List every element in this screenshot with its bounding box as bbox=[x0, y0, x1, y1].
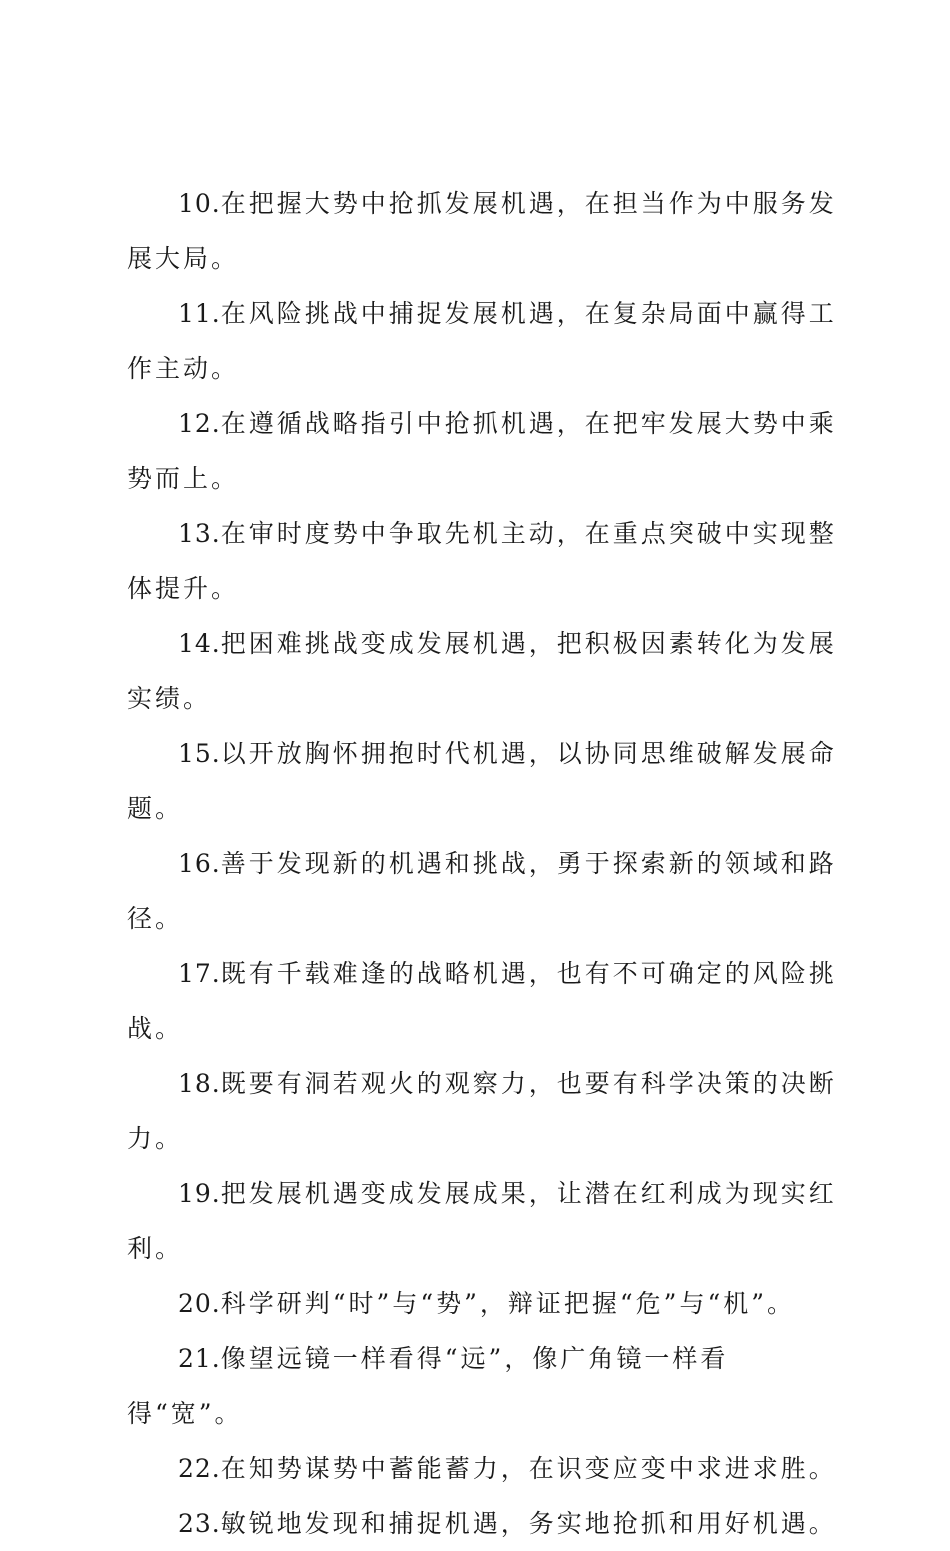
item-number: 21. bbox=[178, 1344, 221, 1373]
list-item bbox=[127, 1166, 839, 1276]
list-item bbox=[127, 1331, 839, 1441]
item-number: 16. bbox=[178, 849, 221, 878]
item-number: 15. bbox=[178, 739, 221, 768]
item-text: 把困难挑战变成发展机遇，把积极因素转化为发展实绩。 bbox=[127, 629, 837, 713]
item-text: 既要有洞若观火的观察力，也要有科学决策的决断力。 bbox=[127, 1069, 837, 1153]
item-text: 在审时度势中争取先机主动，在重点突破中实现整体提升。 bbox=[127, 519, 837, 603]
item-text: 在风险挑战中捕捉发展机遇，在复杂局面中赢得工作主动。 bbox=[127, 299, 837, 383]
item-text: 像望远镜一样看得“远”，像广角镜一样看得“宽”。 bbox=[127, 1344, 729, 1428]
list-item bbox=[127, 836, 839, 946]
item-number: 12. bbox=[178, 409, 221, 438]
item-number: 18. bbox=[178, 1069, 221, 1098]
item-text: 把发展机遇变成发展成果，让潜在红利成为现实红利。 bbox=[127, 1179, 837, 1263]
item-text: 在知势谋势中蓄能蓄力，在识变应变中求进求胜。 bbox=[220, 1454, 837, 1483]
item-text: 在遵循战略指引中抢抓机遇，在把牢发展大势中乘势而上。 bbox=[127, 409, 837, 493]
list-item bbox=[127, 176, 839, 286]
list-item bbox=[127, 506, 839, 616]
list-item bbox=[127, 286, 839, 396]
item-text: 以开放胸怀拥抱时代机遇，以协同思维破解发展命题。 bbox=[127, 739, 837, 823]
item-number: 13. bbox=[178, 519, 221, 548]
list-item bbox=[127, 1276, 839, 1331]
item-text: 既有千载难逢的战略机遇，也有不可确定的风险挑战。 bbox=[127, 959, 837, 1043]
list-item bbox=[127, 616, 839, 726]
item-text: 在把握大势中抢抓发展机遇，在担当作为中服务发展大局。 bbox=[127, 189, 837, 273]
item-number: 10. bbox=[178, 189, 221, 218]
item-number: 20. bbox=[178, 1289, 221, 1318]
item-number: 11. bbox=[178, 299, 221, 328]
list-item bbox=[127, 1496, 839, 1551]
item-text: 科学研判“时”与“势”，辩证把握“危”与“机”。 bbox=[220, 1289, 796, 1318]
item-number: 22. bbox=[178, 1454, 221, 1483]
item-text: 善于发现新的机遇和挑战，勇于探索新的领域和路径。 bbox=[127, 849, 837, 933]
item-number: 17. bbox=[178, 959, 221, 988]
list-item bbox=[127, 946, 839, 1056]
item-number: 23. bbox=[178, 1509, 221, 1538]
document-body bbox=[127, 176, 839, 1551]
list-item bbox=[127, 396, 839, 506]
list-item bbox=[127, 1441, 839, 1496]
list-item bbox=[127, 1056, 839, 1166]
list-item bbox=[127, 726, 839, 836]
item-number: 19. bbox=[178, 1179, 221, 1208]
item-number: 14. bbox=[178, 629, 221, 658]
item-text: 敏锐地发现和捕捉机遇，务实地抢抓和用好机遇。 bbox=[220, 1509, 837, 1538]
